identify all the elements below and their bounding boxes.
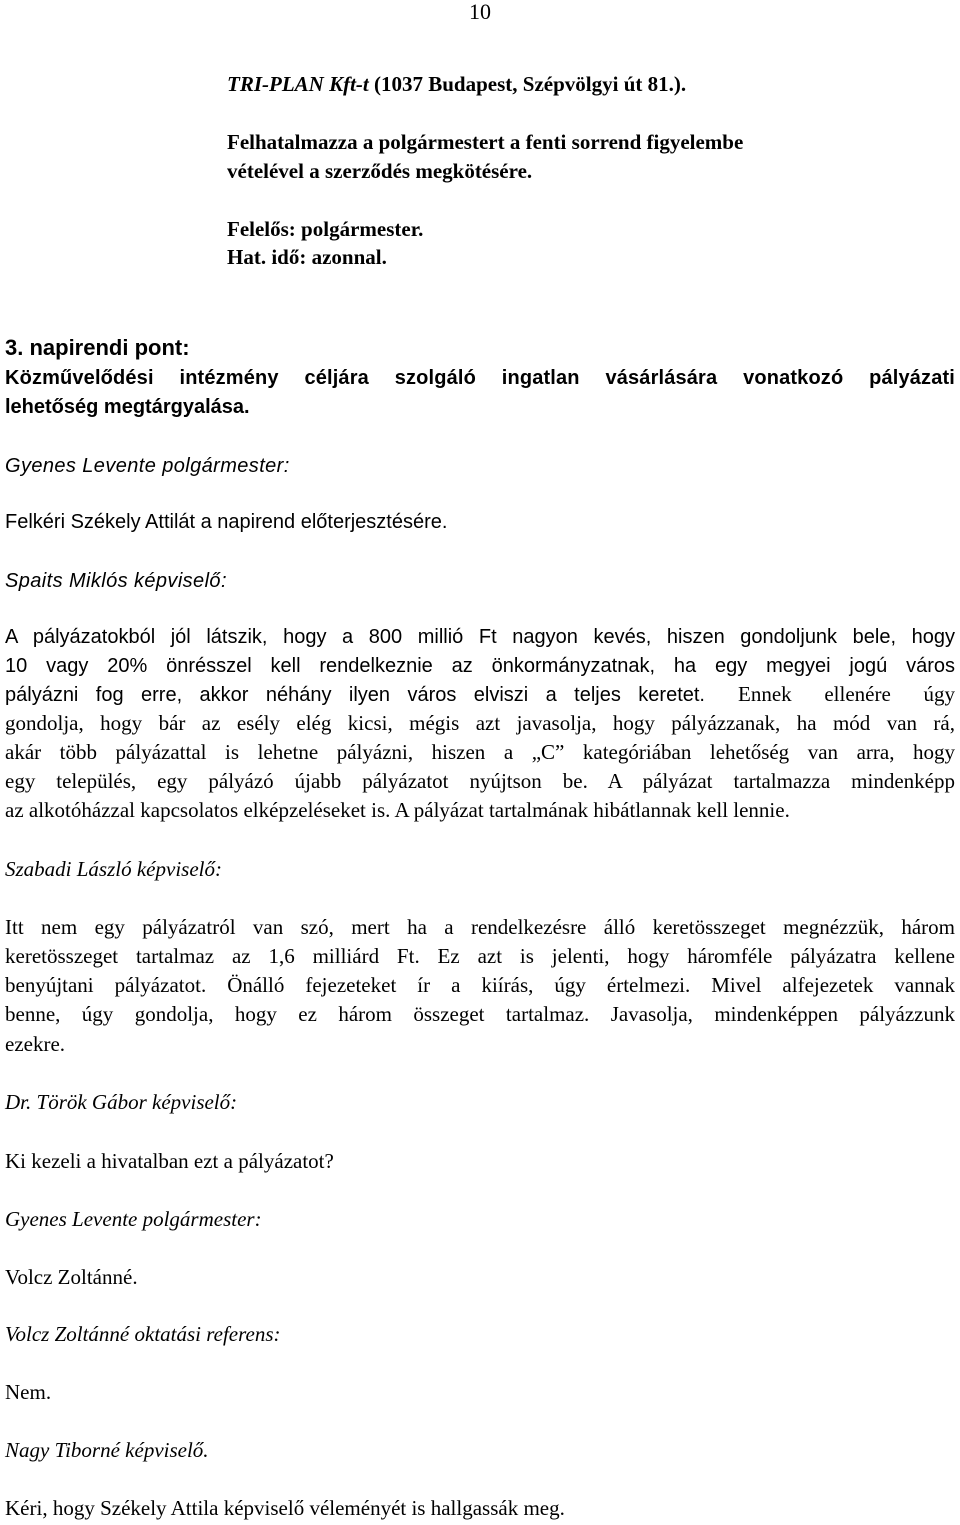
agenda-title: 3. napirendi pont:: [5, 335, 190, 360]
speaker-name: Gyenes Levente polgármester:: [5, 1207, 262, 1231]
speaker-text: Nem.: [5, 1380, 52, 1404]
paragraph-line: Itt nem egy pályázatról van szó, mert ha a rendelkezésre álló keretösszeget megnézzük, három: [5, 915, 955, 939]
speaker-name: Nagy Tiborné képviselő.: [5, 1438, 209, 1462]
speaker-name: Gyenes Levente polgármester:: [5, 455, 290, 477]
paragraph-line: 10 vagy 20% önrésszel kell rendelkeznie az önkormányzatnak, ha egy megyei jogú város: [5, 655, 955, 677]
paragraph-line: pályázni fog erre, akkor néhány ilyen város elviszi a teljes keretet.: [5, 684, 705, 706]
paragraph-line: A pályázatokból jól látszik, hogy a 800 millió Ft nagyon kevés, hiszen gondoljunk bele, hogy: [5, 626, 955, 648]
paragraph-line: benne, úgy gondolja, hogy ez három összeget tartalmaz. Javasolja, mindenképpen pályázzunk: [5, 1002, 955, 1026]
speaker-text: Felkéri Székely Attilát a napirend előterjesztésére.: [5, 511, 448, 533]
speaker-text: Ki kezeli a hivatalban ezt a pályázatot?: [5, 1149, 334, 1173]
paragraph-line: az alkotóházzal kapcsolatos elképzeléseket is. A pályázat tartalmának hibátlannak kell lennie.: [5, 798, 790, 822]
authorize-line-2: vételével a szerződés megkötésére.: [227, 159, 533, 183]
company-address: (1037 Budapest, Szépvölgyi út 81.).: [368, 72, 687, 96]
company-name: TRI-PLAN Kft-t: [227, 72, 369, 96]
paragraph-line: benyújtani pályázatot. Önálló fejezeteket ír a kiírás, úgy értelmezi. Mivel alfejezetek vannak: [5, 973, 955, 997]
responsible-line: Felelős: polgármester.: [227, 217, 424, 241]
page-number: 10: [469, 0, 491, 24]
paragraph-line-tail: Ennek ellenére úgy: [738, 682, 955, 706]
speaker-text: Volcz Zoltánné.: [5, 1265, 138, 1289]
speaker-text: Kéri, hogy Székely Attila képviselő véleményét is hallgassák meg.: [5, 1496, 565, 1520]
paragraph-line: ezekre.: [5, 1032, 66, 1056]
speaker-name: Dr. Török Gábor képviselő:: [5, 1090, 238, 1114]
authorize-line-1: Felhatalmazza a polgármestert a fenti sorrend figyelembe: [227, 130, 744, 154]
paragraph-line: gondolja, hogy bár az esély elég kicsi, mégis azt javasolja, hogy pályázzanak, ha mód van rá,: [5, 711, 955, 735]
paragraph-line: keretösszeget tartalmaz az 1,6 milliárd Ft. Ez azt is jelenti, hogy háromféle pályázatra kellene: [5, 944, 955, 968]
speaker-name: Volcz Zoltánné oktatási referens:: [5, 1322, 281, 1346]
company-line: [227, 70, 686, 99]
speaker-name: Szabadi László képviselő:: [5, 857, 222, 881]
agenda-subject-line-1: Közművelődési intézmény céljára szolgáló ingatlan vásárlására vonatkozó pályázati: [5, 367, 955, 389]
agenda-subject-line-2: lehetőség megtárgyalása.: [5, 396, 250, 418]
paragraph-line: egy település, egy pályázó újabb pályázatot nyújtson be. A pályázat tartalmazza mindenképp: [5, 769, 955, 793]
paragraph-line: akár több pályázattal is lehetne pályázni, hiszen a „C” kategóriában lehetőség van arra, hogy: [5, 740, 955, 764]
speaker-name: Spaits Miklós képviselő:: [5, 570, 227, 592]
deadline-line: Hat. idő: azonnal.: [227, 245, 387, 269]
